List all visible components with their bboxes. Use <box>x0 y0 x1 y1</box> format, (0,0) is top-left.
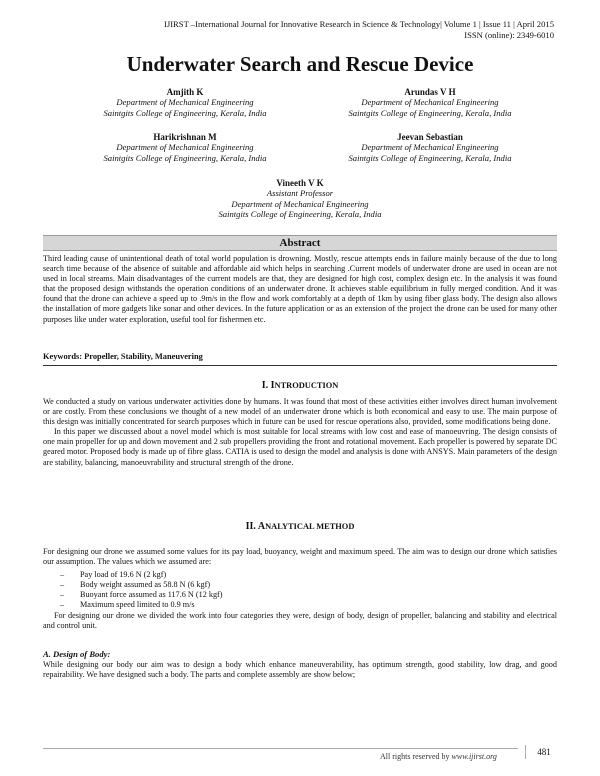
list-item: – Pay load of 19.6 N (2 kgf) <box>60 570 223 580</box>
author-dept: Department of Mechanical Engineering <box>361 97 499 108</box>
paragraph: We conducted a study on various underwater activities done by humans. It was found that most of these activities either involves direct human involvement or are costly. From these conclusions we thought of a new model of an underwater drone which is both economical and easy to use. The main purpose of this design was initially concentrated for search purposes which in future can be used for rescue operations also, provided, some modifications being done. <box>43 397 557 427</box>
author-name: Arundas V H <box>404 87 456 97</box>
author-dept: Department of Mechanical Engineering <box>231 198 369 209</box>
design-of-body-text: While designing our body our aim was to design a body which enhance maneuverability, has optimum strength, good stability, low drag, and good repairability. We have designed such a body. The parts and complete assembly are show below; <box>43 660 557 680</box>
section-number: I. <box>261 380 269 391</box>
keywords: Keywords: Propeller, Stability, Maneuvering <box>43 352 203 361</box>
list-item: – Maximum speed limited to 0.9 m/s <box>60 600 223 610</box>
section-heading-introduction <box>0 380 600 391</box>
rights-text: All rights reserved by <box>380 752 452 761</box>
author-name: Vineeth V K <box>276 178 324 188</box>
abstract-text: Third leading cause of unintentional death of total world population is drowning. Mostly, rescue attempts ends in failure mainly because of the due to long search time because of the absence of suitable and affordable aid which helps in searching .Current models of underwater drone are used in ocean are not used in local streams. Main disadvantages of the current models are that, they are designed for high cost, complex design etc. In the analysis it was found that the proposed design withstands the operation conditions of an underwater drone. It achieves stable equilibrium in fully merged condition. And it was found that the drone can achieve a speed up to .9m/s in the flow and work comfortably at a depth of 1km by using fiber glass body. The design also allows the installation of more gadgets like sonar and other devices. In the future application or as an extension of the project the drone can be used for many other purposes like under water exploration, useful tool for fishermen etc. <box>43 254 557 324</box>
section-title-rest: NALYTICAL METHOD <box>265 522 355 531</box>
journal-header <box>164 19 554 41</box>
author-name: Jeevan Sebastian <box>397 132 463 142</box>
author-name: Amjith K <box>166 87 204 97</box>
subsection-heading: A. Design of Body: <box>43 649 111 659</box>
paragraph: In this paper we discussed about a novel model which is most suitable for local streams with low cost and ease of manoeuvring. The design consists of one main propeller for up and down movement and 2 sub propellers providing the front and rotational movement. Each propeller is powered by separate DC geared motor. Proposed body is made up of fibre glass. CATIA is used to design the model and analysis is done with ANSYS. Main parameters of the design are stability, balancing, manoeuvrability and structural strength of the drone. <box>43 427 557 467</box>
author-block <box>330 132 530 163</box>
assumption-list <box>60 570 223 610</box>
section-heading-analytical-method <box>0 521 600 532</box>
section-initial: A <box>257 521 266 532</box>
section-number: II. <box>245 521 256 532</box>
section-title-rest: NTRODUCTION <box>274 381 339 390</box>
author-role: Assistant Professor <box>266 188 334 199</box>
abstract-heading: Abstract <box>43 235 557 251</box>
author-block <box>190 178 410 220</box>
author-inst: Saintgits College of Engineering, Kerala, India <box>348 107 512 118</box>
issn: ISSN (online): 2349-6010 <box>464 30 554 40</box>
author-dept: Department of Mechanical Engineering <box>361 142 499 153</box>
journal-line: IJIRST –International Journal for Innovative Research in Science & Technology| Volume 1 | Issue 11 | April 2015 <box>163 19 554 29</box>
author-name: Harikrishnan M <box>153 132 217 142</box>
author-inst: Saintgits College of Engineering, Kerala, India <box>348 152 512 163</box>
author-inst: Saintgits College of Engineering, Kerala, India <box>103 152 267 163</box>
analytical-categories: For designing our drone we divided the work into four categories they were, design of body, design of propeller, balancing and stability and electrical and control unit. <box>43 611 557 631</box>
list-item: – Body weight assumed as 58.8 N (6 kgf) <box>60 580 223 590</box>
author-dept: Department of Mechanical Engineering <box>116 142 254 153</box>
section-initial: I <box>270 380 275 391</box>
author-dept: Department of Mechanical Engineering <box>116 97 254 108</box>
author-block <box>330 87 530 118</box>
author-inst: Saintgits College of Engineering, Kerala, India <box>218 209 382 220</box>
page-number: 481 <box>525 745 562 759</box>
author-block <box>85 132 285 163</box>
introduction-body <box>43 397 557 468</box>
footer-divider <box>43 748 518 749</box>
author-block <box>85 87 285 118</box>
analytical-intro: For designing our drone we assumed some values for its pay load, buoyancy, weight and maximum speed. The aim was to design our drone which satisfies our assumption. The values which we assumed are: <box>43 547 557 567</box>
author-inst: Saintgits College of Engineering, Kerala, India <box>103 107 267 118</box>
site-link[interactable]: www.ijirst.org <box>451 752 497 761</box>
paper-title: Underwater Search and Rescue Device <box>126 52 474 76</box>
footer-rights <box>380 752 497 761</box>
list-item: – Buoyant force assumed as 117.6 N (12 kgf) <box>60 590 223 600</box>
divider <box>43 365 557 366</box>
